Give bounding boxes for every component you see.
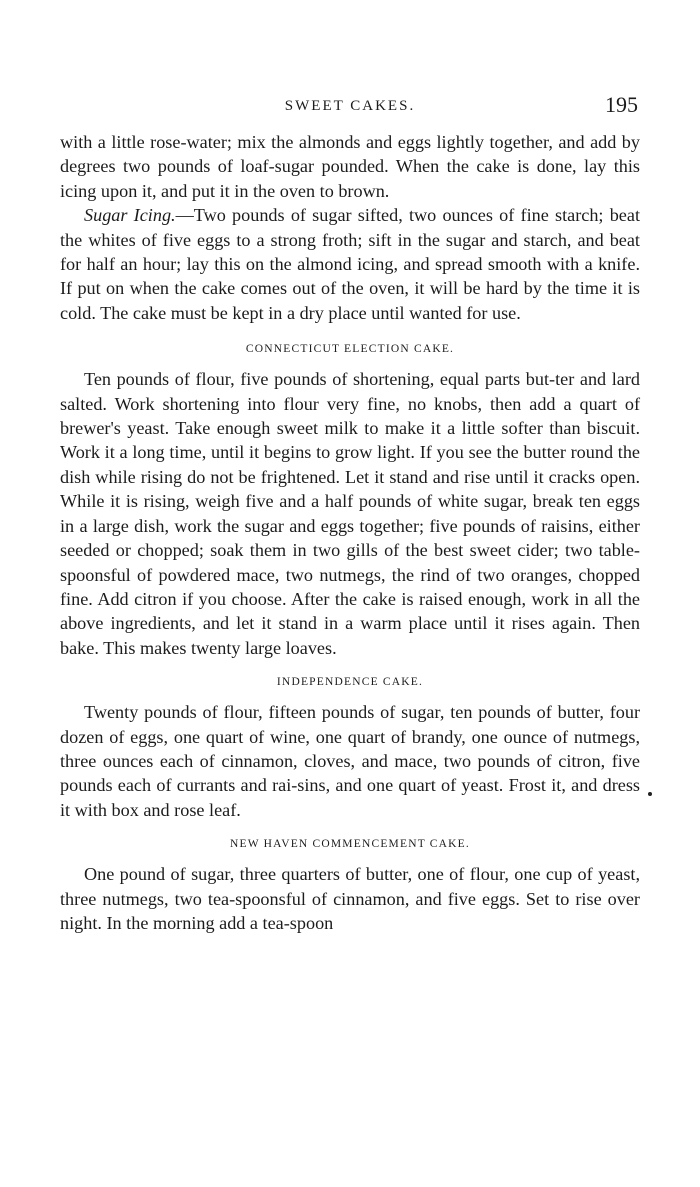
sugar-icing-label: Sugar Icing. (84, 205, 176, 226)
recipe-text-new-haven-commencement-cake: One pound of sugar, three quarters of butter, one of flour, one cup of yeast, three nutmegs, two tea-spoonsful of cinnamon, and five eggs. Set to rise over night. In the morning add a tea-spoon (60, 864, 640, 933)
recipe-text-independence-cake: Twenty pounds of flour, fifteen pounds of sugar, ten pounds of butter, four dozen of eggs, one quart of wine, one quart of brandy, one ounce of nutmegs, three ounces each of cinnamon, cloves, and mace, two pounds of citron, five pounds each of currants and rai-sins, and one quart of yeast. Frost it, and dress it with box and rose leaf. (60, 702, 640, 820)
almond-icing-continuation: with a little rose-water; mix the almonds and eggs lightly together, and add by degrees two pounds of loaf-sugar pounded. When the cake is done, lay this icing upon it, and put it in the oven to brown. (60, 132, 640, 201)
running-head: SWEET CAKES. (284, 98, 416, 114)
page-number: 195 (605, 92, 638, 117)
recipe-title-independence-cake: INDEPENDENCE CAKE. (276, 676, 424, 689)
sugar-icing-text: —Two pounds of sugar sifted, two ounces of fine starch; beat the whites of five eggs to a strong froth; sift in the sugar and starch, and beat for half an hour; lay this on the almond icing, and spread smooth with a knife. If put on when the cake comes out of the oven, it will be hard by the time it is cold. The cake must be kept in a dry place until wanted for use. (60, 205, 640, 323)
sugar-icing-paragraph (60, 203, 640, 325)
recipe-title-new-haven-commencement-cake: NEW HAVEN COMMENCEMENT CAKE. (230, 838, 470, 851)
recipe-text-connecticut-election-cake: Ten pounds of flour, five pounds of shortening, equal parts but-ter and lard salted. Work shortening into flour very fine, no knobs, then add a quart of brewer's yeast. Take enough sweet milk to make it a little softer than biscuit. Work it a long time, until it begins to grow light. If you see the butter round the dish while rising do not be frightened. Let it stand and rise until it cracks open. While it is rising, weigh five and a half pounds of white sugar, break ten eggs in a large dish, work the sugar and eggs together; five pounds of raisins, either seeded or chopped; soak them in two gills of the best sweet cider; two table-spoonsful of powdered mace, two nutmegs, the rind of two oranges, chopped fine. Add citron if you choose. After the cake is raised enough, work in all the above ingredients, and let it stand in a warm place until it rises again. Then bake. This makes twenty large loaves. (60, 369, 640, 658)
recipe-title-connecticut-election-cake: CONNECTICUT ELECTION CAKE. (245, 343, 455, 356)
ink-speck-mark (648, 792, 652, 796)
page-body (60, 130, 640, 935)
page-header (60, 90, 640, 130)
book-page (60, 90, 640, 935)
